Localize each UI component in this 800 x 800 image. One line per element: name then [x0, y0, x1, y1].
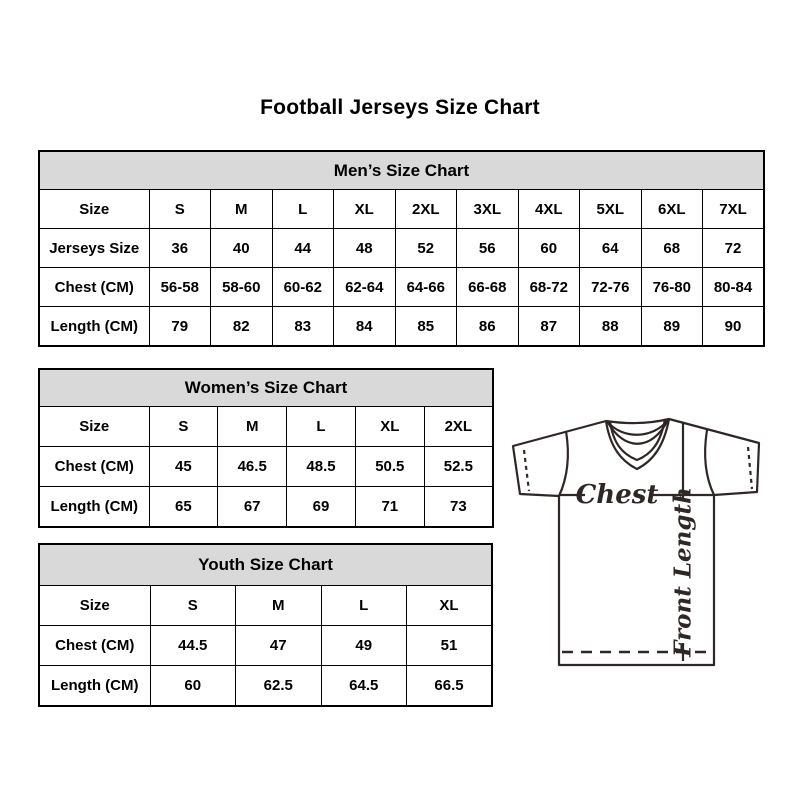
value-cell: XL: [355, 407, 424, 447]
value-cell: 64.5: [321, 666, 407, 707]
row-header-cell: Chest (CM): [39, 268, 149, 307]
value-cell: 68: [641, 229, 703, 268]
value-cell: M: [236, 586, 322, 626]
value-cell: 79: [149, 307, 211, 347]
value-cell: 36: [149, 229, 211, 268]
value-cell: 2XL: [395, 190, 457, 229]
value-cell: 64: [580, 229, 642, 268]
value-cell: 2XL: [424, 407, 493, 447]
table-row: [39, 666, 492, 707]
value-cell: 72-76: [580, 268, 642, 307]
value-cell: 66-68: [457, 268, 519, 307]
value-cell: 83: [272, 307, 334, 347]
value-cell: 52: [395, 229, 457, 268]
value-cell: 52.5: [424, 447, 493, 487]
value-cell: 86: [457, 307, 519, 347]
table-header-row: [39, 151, 764, 190]
value-cell: 65: [149, 487, 218, 528]
womens-table-title: Women’s Size Chart: [39, 369, 493, 407]
table-row: [39, 229, 764, 268]
table-header-row: [39, 369, 493, 407]
table-header-row: [39, 544, 492, 586]
left-cuff-stitch: [524, 450, 529, 491]
row-header-cell: Size: [39, 586, 150, 626]
row-header-cell: Chest (CM): [39, 626, 150, 666]
value-cell: 89: [641, 307, 703, 347]
value-cell: M: [211, 190, 273, 229]
value-cell: 5XL: [580, 190, 642, 229]
value-cell: 7XL: [703, 190, 765, 229]
value-cell: M: [218, 407, 287, 447]
value-cell: L: [321, 586, 407, 626]
value-cell: 51: [407, 626, 493, 666]
value-cell: 73: [424, 487, 493, 528]
value-cell: 46.5: [218, 447, 287, 487]
youth-size-table: [38, 543, 493, 707]
table-row: [39, 268, 764, 307]
value-cell: 3XL: [457, 190, 519, 229]
value-cell: XL: [334, 190, 396, 229]
value-cell: 44: [272, 229, 334, 268]
value-cell: 44.5: [150, 626, 236, 666]
row-header-cell: Length (CM): [39, 487, 149, 528]
front-length-label: Front Length: [669, 487, 697, 657]
womens-size-table: [38, 368, 494, 528]
right-cuff-stitch: [748, 447, 752, 489]
value-cell: 84: [334, 307, 396, 347]
value-cell: 56-58: [149, 268, 211, 307]
value-cell: L: [272, 190, 334, 229]
value-cell: L: [287, 407, 356, 447]
value-cell: 71: [355, 487, 424, 528]
value-cell: 68-72: [518, 268, 580, 307]
value-cell: 56: [457, 229, 519, 268]
value-cell: 88: [580, 307, 642, 347]
table-row: [39, 190, 764, 229]
value-cell: 80-84: [703, 268, 765, 307]
value-cell: 60: [150, 666, 236, 707]
table-row: [39, 487, 493, 528]
value-cell: 47: [236, 626, 322, 666]
value-cell: 6XL: [641, 190, 703, 229]
value-cell: 48.5: [287, 447, 356, 487]
value-cell: 4XL: [518, 190, 580, 229]
value-cell: 60: [518, 229, 580, 268]
page-title: Football Jerseys Size Chart: [260, 96, 540, 119]
value-cell: 64-66: [395, 268, 457, 307]
table-row: [39, 407, 493, 447]
value-cell: 62.5: [236, 666, 322, 707]
value-cell: 72: [703, 229, 765, 268]
value-cell: 49: [321, 626, 407, 666]
value-cell: 87: [518, 307, 580, 347]
value-cell: 40: [211, 229, 273, 268]
value-cell: 85: [395, 307, 457, 347]
table-row: [39, 447, 493, 487]
value-cell: XL: [407, 586, 493, 626]
jersey-measurement-diagram: [498, 398, 790, 688]
value-cell: 48: [334, 229, 396, 268]
row-header-cell: Length (CM): [39, 666, 150, 707]
value-cell: S: [149, 407, 218, 447]
row-header-cell: Jerseys Size: [39, 229, 149, 268]
row-header-cell: Chest (CM): [39, 447, 149, 487]
jersey-outline: [513, 419, 759, 665]
table-row: [39, 307, 764, 347]
value-cell: 66.5: [407, 666, 493, 707]
row-header-cell: Size: [39, 190, 149, 229]
mens-size-table: [38, 150, 765, 347]
value-cell: 58-60: [211, 268, 273, 307]
row-header-cell: Size: [39, 407, 149, 447]
chest-label: Chest: [575, 480, 659, 510]
value-cell: 45: [149, 447, 218, 487]
youth-table-title: Youth Size Chart: [39, 544, 492, 586]
value-cell: 90: [703, 307, 765, 347]
row-header-cell: Length (CM): [39, 307, 149, 347]
value-cell: 50.5: [355, 447, 424, 487]
value-cell: 60-62: [272, 268, 334, 307]
mens-table-title: Men’s Size Chart: [39, 151, 764, 190]
value-cell: 82: [211, 307, 273, 347]
value-cell: S: [149, 190, 211, 229]
value-cell: 67: [218, 487, 287, 528]
table-row: [39, 586, 492, 626]
value-cell: 76-80: [641, 268, 703, 307]
left-armhole-seam: [559, 431, 568, 496]
right-armhole-seam: [705, 430, 714, 495]
value-cell: S: [150, 586, 236, 626]
value-cell: 69: [287, 487, 356, 528]
value-cell: 62-64: [334, 268, 396, 307]
table-row: [39, 626, 492, 666]
